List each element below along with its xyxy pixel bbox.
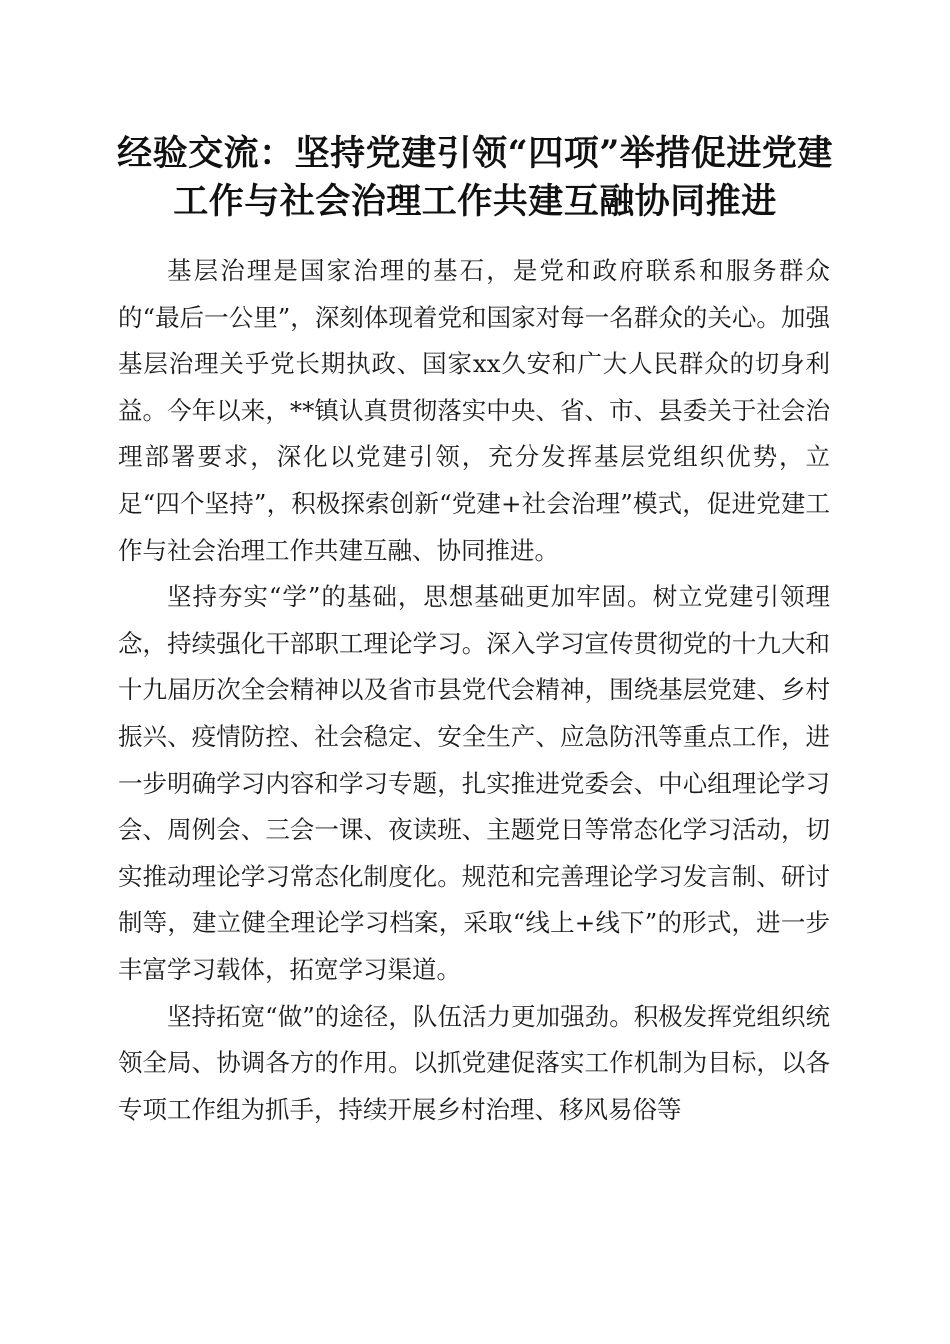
paragraph-intro: 基层治理是国家治理的基石，是党和政府联系和服务群众的“最后一公里”，深刻体现着党和国家对每一名群众的关心。加强基层治理关乎党长期执政、国家xx久安和广大人民群众的切身利益。今年以来，**镇认真贯彻落实中央、省、市、县委关于社会治理部署要求，深化以党建引领，充分发挥基层党组织优势，立足“四个坚持”，积极探索创新“党建+社会治理”模式，促进党建工作与社会治理工作共建互融、协同推进。 [118, 256, 830, 565]
document-title: 经验交流：坚持党建引领“四项”举措促进党建工作与社会治理工作共建互融协同推进 [117, 133, 833, 222]
document-body [118, 248, 830, 1133]
paragraph-study: 坚持夯实“学”的基础，思想基础更加牢固。树立党建引领理念，持续强化干部职工理论学习。深入学习宣传贯彻党的十九大和十九届历次全会精神以及省市县党代会精神，围绕基层党建、乡村振兴、疫情防控、社会稳定、安全生产、应急防汛等重点工作，进一步明确学习内容和学习专题，扎实推进党委会、中心组理论学习会、周例会、三会一课、夜读班、主题党日等常态化学习活动，切实推动理论学习常态化制度化。规范和完善理论学习发言制、研讨制等，建立健全理论学习档案，采取“线上+线下”的形式，进一步丰富学习载体，拓宽学习渠道。 [118, 582, 830, 984]
paragraph-action: 坚持拓宽“做”的途径，队伍活力更加强劲。积极发挥党组织统领全局、协调各方的作用。以抓党建促落实工作机制为目标，以各专项工作组为抓手，持续开展乡村治理、移风易俗等 [118, 1001, 830, 1124]
